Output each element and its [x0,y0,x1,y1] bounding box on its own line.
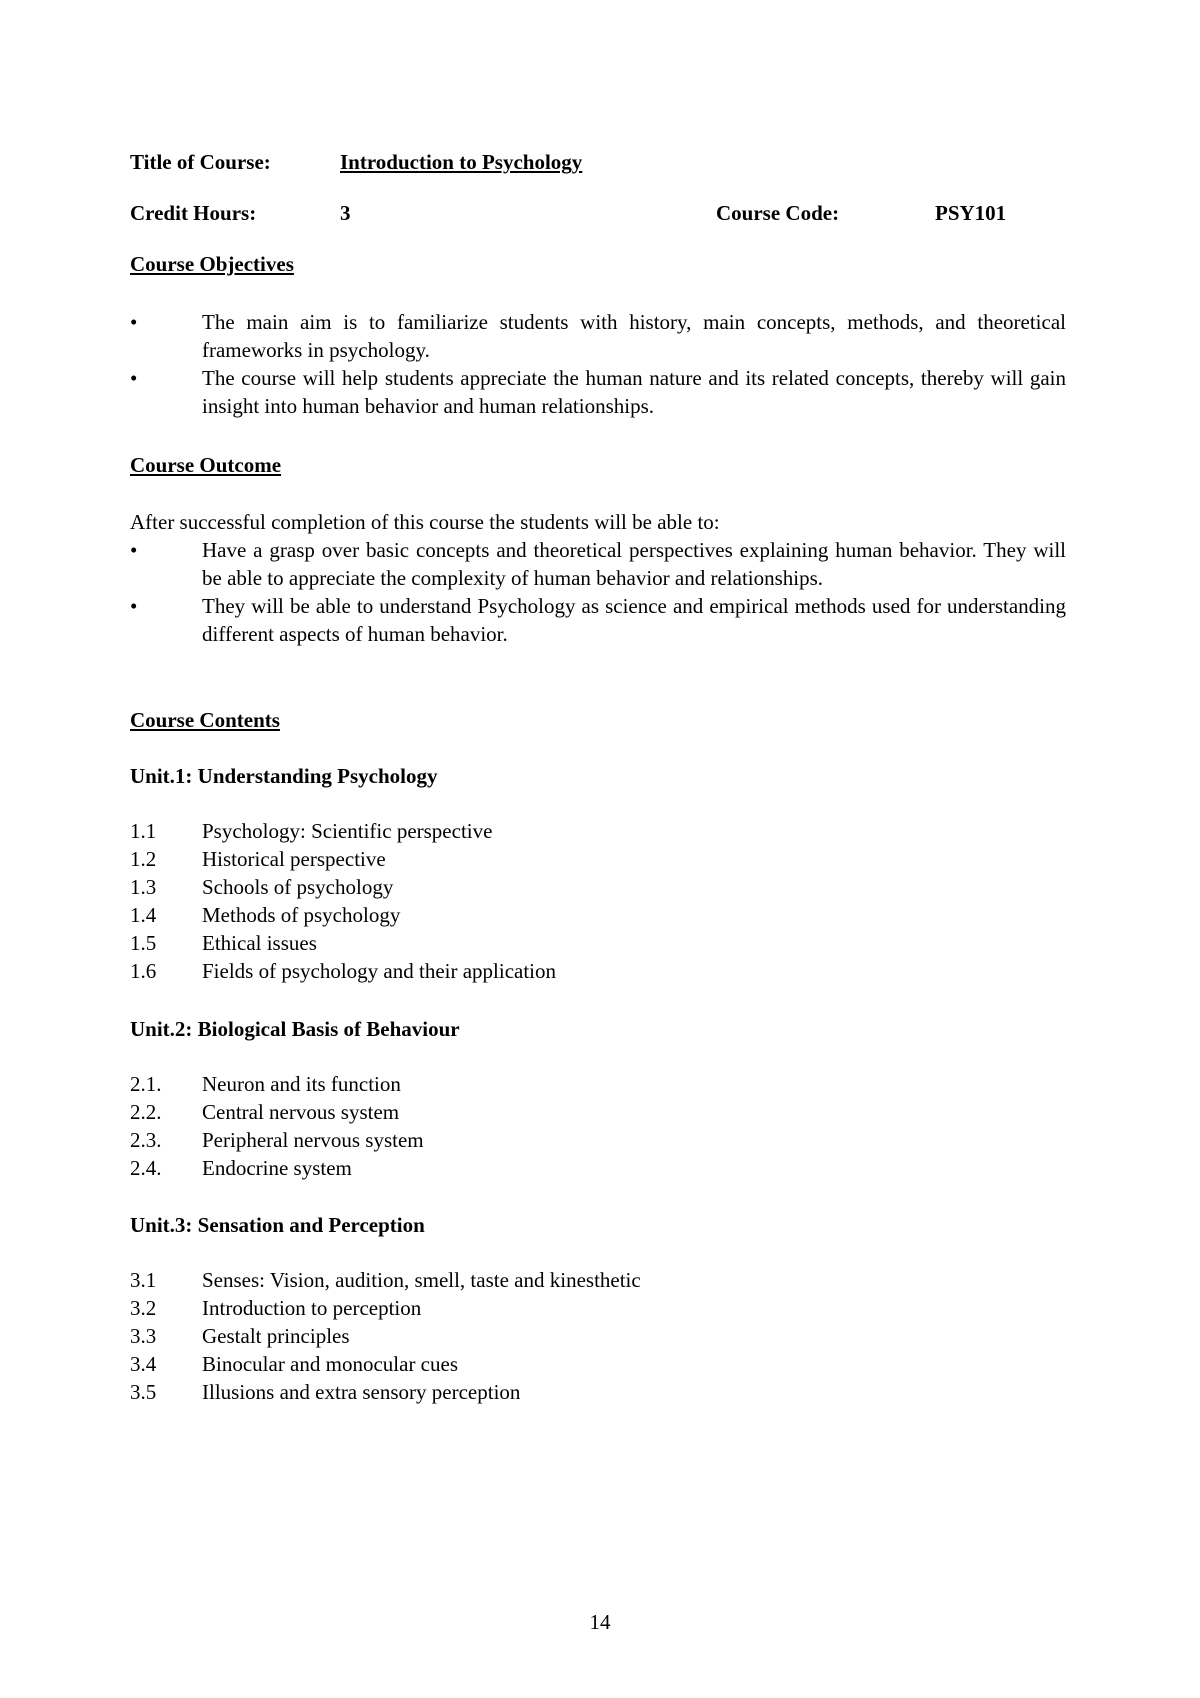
unit-3-list [130,1266,641,1406]
list-item [130,1070,424,1098]
item-number: 1.2 [130,847,157,871]
item-number: 1.5 [130,931,157,955]
unit-3-title: Unit.3: Sensation and Perception [130,1213,425,1237]
item-number: 2.1. [130,1072,162,1096]
item-number: 1.3 [130,875,157,899]
unit-2-title: Unit.2: Biological Basis of Behaviour [130,1017,460,1041]
outcome-text: Have a grasp over basic concepts and theoretical perspectives explaining human behavior. They will be able to appreciate the complexity of human behavior and relationships. [202,538,1066,590]
bullet-icon: • [130,366,138,390]
item-text: Psychology: Scientific perspective [202,819,493,843]
outcome-list [130,536,1066,648]
item-number: 3.3 [130,1324,157,1348]
item-number: 3.4 [130,1352,157,1376]
list-item [130,592,1066,648]
list-item [130,873,556,901]
item-text: Binocular and monocular cues [202,1352,458,1376]
bullet-icon: • [130,538,138,562]
title-label: Title of Course: [130,150,271,174]
objectives-heading: Course Objectives [130,252,294,276]
credit-hours-value: 3 [340,201,351,225]
item-number: 2.3. [130,1128,162,1152]
list-item [130,1322,641,1350]
item-text: Ethical issues [202,931,317,955]
course-code-value: PSY101 [935,201,1007,225]
outcome-heading: Course Outcome [130,453,282,477]
list-item [130,1098,424,1126]
objective-text: The course will help students appreciate the human nature and its related concepts, thereby will gain insight into human behavior and human relationships. [202,366,1066,418]
item-number: 3.1 [130,1268,157,1292]
item-text: Gestalt principles [202,1324,350,1348]
list-item [130,957,556,985]
item-number: 1.1 [130,819,157,843]
list-item [130,364,1066,420]
item-text: Central nervous system [202,1100,400,1124]
contents-heading: Course Contents [130,708,280,732]
item-text: Schools of psychology [202,875,394,899]
outcome-intro: After successful completion of this course the students will be able to: [130,510,720,534]
list-item [130,901,556,929]
item-text: Introduction to perception [202,1296,422,1320]
item-text: Endocrine system [202,1156,352,1180]
item-number: 2.2. [130,1100,162,1124]
bullet-icon: • [130,310,138,334]
item-number: 3.2 [130,1296,157,1320]
item-text: Peripheral nervous system [202,1128,424,1152]
list-item [130,1126,424,1154]
credit-hours-label: Credit Hours: [130,201,257,225]
course-title: Introduction to Psychology [340,150,583,174]
unit-1-title: Unit.1: Understanding Psychology [130,764,438,788]
objectives-list [130,308,1066,420]
list-item [130,536,1066,592]
unit-1-list [130,817,556,985]
list-item [130,1294,641,1322]
list-item [130,1154,424,1182]
item-text: Methods of psychology [202,903,401,927]
list-item [130,1350,641,1378]
outcome-text: They will be able to understand Psychology as science and empirical methods used for understanding different aspects of human behavior. [202,594,1066,646]
course-code-label: Course Code: [716,201,840,225]
list-item [130,308,1066,364]
item-text: Historical perspective [202,847,386,871]
item-text: Neuron and its function [202,1072,401,1096]
item-text: Fields of psychology and their application [202,959,557,983]
page-number: 14 [589,1610,611,1634]
bullet-icon: • [130,594,138,618]
list-item [130,845,556,873]
item-text: Senses: Vision, audition, smell, taste and kinesthetic [202,1268,641,1292]
item-text: Illusions and extra sensory perception [202,1380,521,1404]
item-number: 1.6 [130,959,157,983]
item-number: 3.5 [130,1380,157,1404]
list-item [130,817,556,845]
item-number: 2.4. [130,1156,162,1180]
list-item [130,929,556,957]
item-number: 1.4 [130,903,157,927]
list-item [130,1378,641,1406]
list-item [130,1266,641,1294]
objective-text: The main aim is to familiarize students with history, main concepts, methods, and theoretical frameworks in psychology. [202,310,1066,362]
unit-2-list [130,1070,424,1182]
